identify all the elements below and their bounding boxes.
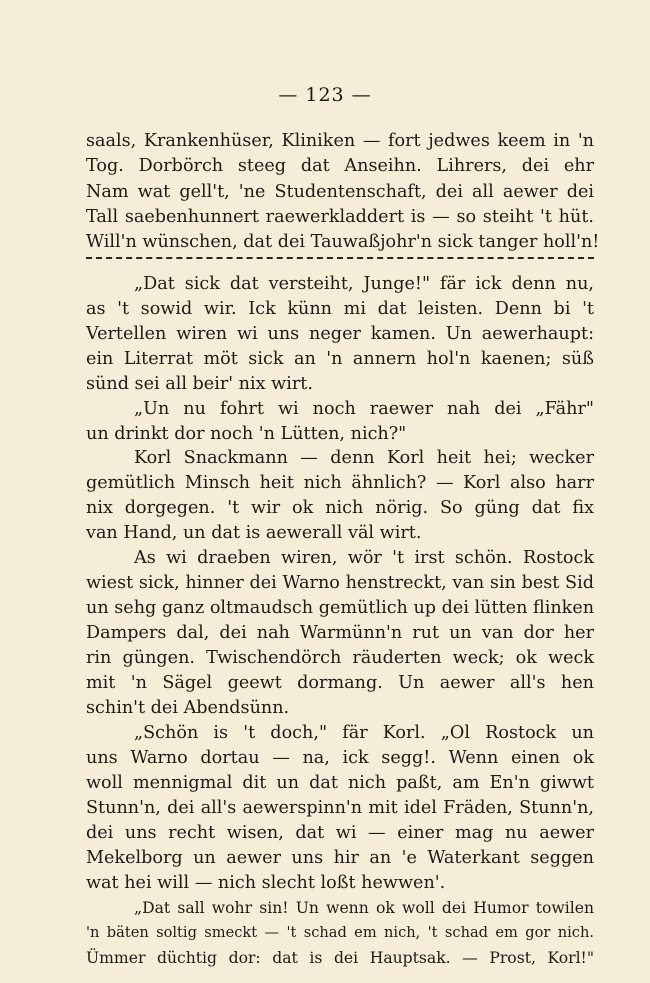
text-line: Stunn'n, dei all's aewerspinn'n mit idel Fräden, Stunn'n, <box>86 798 594 818</box>
text-line: saals, Krankenhüser, Kliniken — fort jedwes keem in 'n <box>86 131 594 151</box>
text-line: ein Literrat möt sick an 'n annern hol'n kaenen; süß <box>86 349 594 369</box>
text-line: nix dorgegen. 't wir ok nich nörig. So güng dat fix <box>86 498 594 518</box>
text-line: Dampers dal, dei nah Warmünn'n rut un van dor her <box>86 623 594 643</box>
section-divider <box>86 257 594 259</box>
text-line: un drinkt dor noch 'n Lütten, nich?" <box>86 424 407 444</box>
text-line: rin güngen. Twischendörch räuderten weck; ok weck <box>86 648 594 668</box>
text-line: „Un nu fohrt wi noch raewer nah dei „Fähr" <box>134 399 594 419</box>
text-line: gemütlich Minsch heit nich ähnlich? — Korl also harr <box>86 473 594 493</box>
text-line: „Schön is 't doch," fär Korl. „Ol Rostock un <box>134 723 594 743</box>
text-line: Vertellen wiren wi uns neger kamen. Un aewerhaupt: <box>86 324 594 344</box>
text-line: 'n bäten soltig smeckt — 't schad em nich, 't schad em gor nich. <box>86 924 594 941</box>
text-line: Korl Snackmann — denn Korl heit hei; wecker <box>134 448 594 468</box>
text-line: „Dat sick dat versteiht, Junge!" fär ick denn nu, <box>134 274 594 294</box>
text-line: As wi draeben wiren, wör 't irst schön. Rostock <box>134 548 594 568</box>
text-line: un sehg ganz oltmaudsch gemütlich up dei lütten flinken <box>86 598 595 618</box>
text-line: Tall saebenhunnert raewerkladdert is — so steiht 't hüt. <box>86 207 594 227</box>
text-line: wiest sick, hinner dei Warno henstreckt, van sin best Sid <box>86 573 594 593</box>
text-line: „Dat sall wohr sin! Un wenn ok woll dei Humor towilen <box>134 899 594 917</box>
text-line: mit 'n Sägel geewt dormang. Un aewer all's hen <box>86 673 594 693</box>
text-line: Ümmer düchtig dor: dat is dei Hauptsak. — Prost, Korl!" <box>86 949 594 967</box>
text-line: Tog. Dorbörch steeg dat Anseihn. Lihrers, dei ehr <box>86 156 594 176</box>
page-number: — 123 — <box>278 84 372 106</box>
text-line: Nam wat gell't, 'ne Studentenschaft, dei all aewer dei <box>86 182 594 202</box>
text-line: as 't sowid wir. Ick künn mi dat leisten. Denn bi 't <box>86 299 594 319</box>
text-line: woll mennigmal dit un dat nich paßt, am En'n giwwt <box>86 773 594 793</box>
text-line: schin't dei Abendsünn. <box>86 698 290 718</box>
text-line: wat hei will — nich slecht loßt hewwen'. <box>86 873 446 893</box>
text-line: dei uns recht wisen, dat wi — einer mag nu aewer <box>86 823 594 843</box>
text-line: Will'n wünschen, dat dei Tauwaßjohr'n sick tanger holl'n! <box>86 232 600 252</box>
text-line: sünd sei all beir' nix wirt. <box>86 374 313 394</box>
text-line: Mekelborg un aewer uns hir an 'e Waterkant seggen <box>86 848 594 868</box>
text-line: uns Warno dortau — na, ick segg!. Wenn einen ok <box>86 748 594 768</box>
text-line: van Hand, un dat is aewerall väl wirt. <box>86 523 422 543</box>
